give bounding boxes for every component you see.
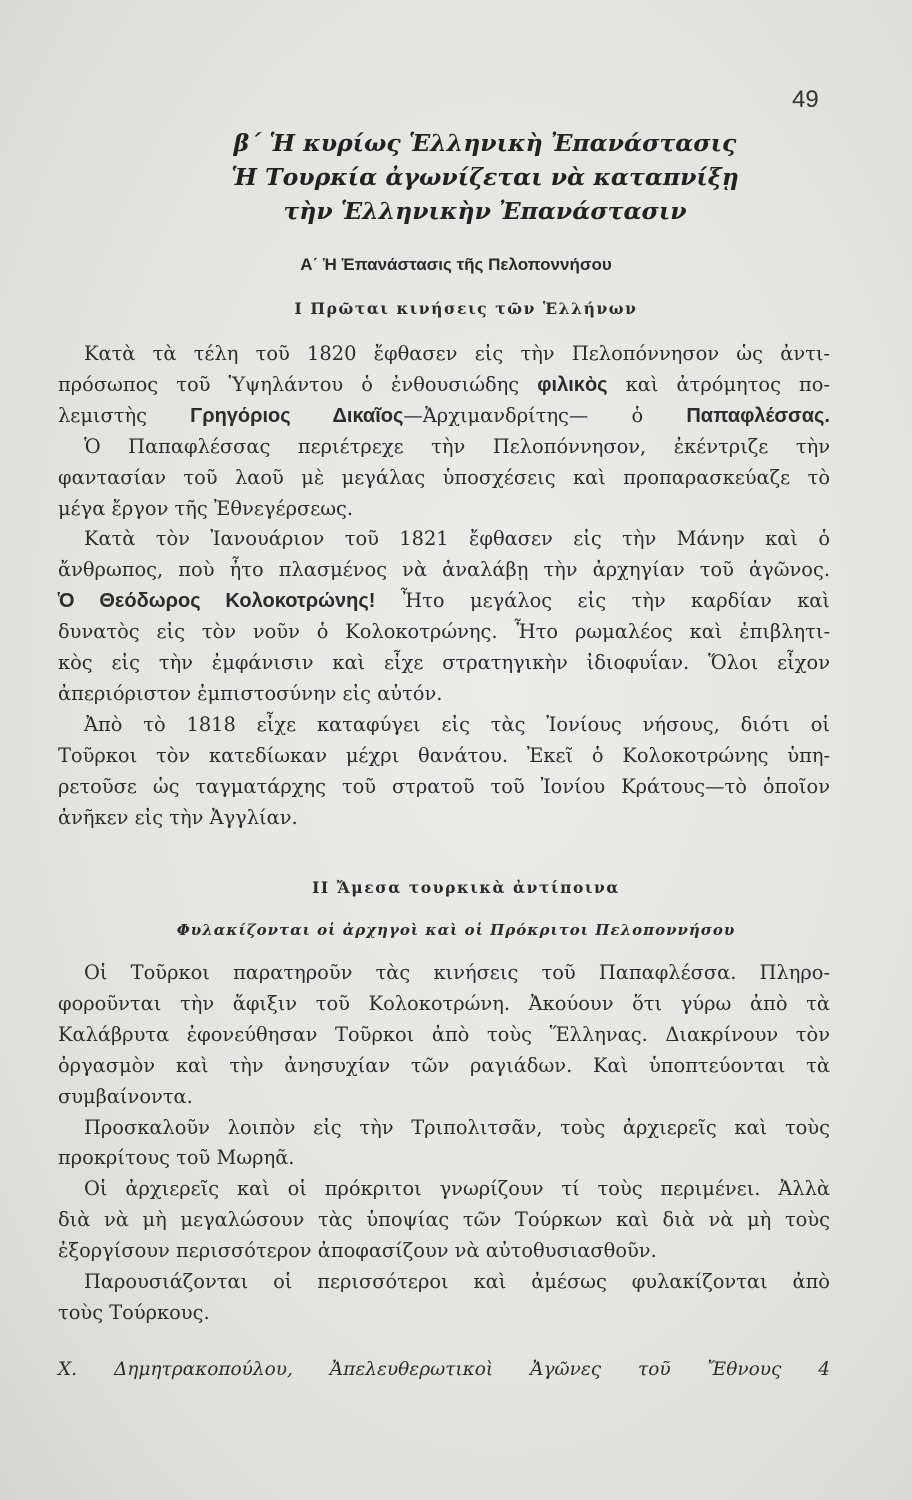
italic-subheading: Φυλακίζονται οἱ ἀρχηγοὶ καὶ οἱ Πρόκριτοι Πελοποννήσου [176, 921, 736, 939]
text-line [58, 586, 830, 617]
text-line: διὰ νὰ μὴ μεγαλώσουν τὰς ὑποψίας τῶν Τούρκων καὶ διὰ νὰ μὴ τοὺς [58, 1208, 830, 1232]
text-span: Ἦτο μεγάλος εἰς τὴν καρδίαν καὶ [400, 589, 831, 613]
page-footer: Χ. Δημητρακοπούλου, Ἀπελευθερωτικοὶ Ἀγῶνες τοῦ Ἔθνους 4 [58, 1359, 830, 1380]
bold-name: Παπαφλέσσας. [686, 404, 830, 427]
text-line: ἐξοργίσουν περισσότερον ἀποφασίζουν νὰ αὐτοθυσιασθοῦν. [58, 1239, 657, 1263]
body-text-part-1 [58, 339, 830, 834]
text-line: ρετοῦσε ὡς ταγματάρχης τοῦ στρατοῦ τοῦ Ἰονίου Κράτους—τὸ ὁποῖον [58, 774, 830, 798]
section-title: Α΄ Ἡ Ἐπανάστασις τῆς Πελοποννήσου [300, 255, 612, 274]
chapter-title-line: τὴν Ἑλληνικὴν Ἐπανάστασιν [283, 197, 687, 225]
chapter-title [60, 126, 910, 228]
chapter-title-line: Ἡ Τουρκία ἀγωνίζεται νὰ καταπνίξῃ [231, 163, 739, 191]
text-span: —Ἀρχιμανδρίτης— ὁ [403, 403, 644, 427]
page-number: 49 [792, 86, 819, 113]
bold-term: φιλικὸς [537, 373, 608, 396]
text-line: δυνατὸς εἰς τὸν νοῦν ὁ Κολοκοτρώνης. Ἦτο ρωμαλέος καὶ ἐπιβλητι- [58, 620, 830, 644]
text-line [58, 370, 830, 401]
chapter-title-line: β΄ Ἡ κυρίως Ἑλληνικὴ Ἐπανάστασις [233, 129, 737, 157]
text-line: συμβαίνοντα. [58, 1084, 193, 1108]
text-line: ἀπεριόριστον ἐμπιστοσύνην εἰς αὐτόν. [58, 681, 443, 705]
text-line: φαντασίαν τοῦ λαοῦ μὲ μεγάλας ὑποσχέσεις καὶ προπαρασκεύαζε τὸ [58, 465, 830, 489]
text-line: Προσκαλοῦν λοιπὸν εἰς τὴν Τριπολιτσᾶν, τοὺς ἀρχιερεῖς καὶ τοὺς [84, 1115, 830, 1139]
text-line: ἄνθρωπος, ποὺ ἦτο πλασμένος νὰ ἀναλάβῃ τὴν ἀρχηγίαν τοῦ ἀγῶνος. [58, 558, 830, 582]
text-line: Παρουσιάζονται οἱ περισσότεροι καὶ ἀμέσως φυλακίζονται ἀπὸ [84, 1270, 830, 1294]
bold-name: Γρηγόριος Δικαῖος [190, 404, 404, 427]
body-text-part-2 [58, 958, 830, 1329]
text-line: Τοῦρκοι τὸν κατεδίωκαν μέχρι θανάτου. Ἐκεῖ ὁ Κολοκοτρώνης ὑπη- [58, 743, 830, 767]
text-line: φοροῦνται τὴν ἄφιξιν τοῦ Κολοκοτρώνη. Ἀκούουν ὅτι γύρω ἀπὸ τὰ [58, 991, 830, 1015]
text-line: Οἱ ἀρχιερεῖς καὶ οἱ πρόκριτοι γνωρίζουν τί τοὺς περιμένει. Ἀλλὰ [84, 1177, 830, 1201]
text-line [58, 401, 830, 432]
text-line: μέγα ἔργον τῆς Ἐθνεγέρσεως. [58, 496, 354, 520]
text-line: Κατὰ τὸν Ἰανουάριον τοῦ 1821 ἔφθασεν εἰς τὴν Μάνην καὶ ὁ [84, 527, 830, 551]
text-line: προκρίτους τοῦ Μωρηᾶ. [58, 1146, 295, 1170]
subsection-heading-1: I Πρῶται κινήσεις τῶν Ἑλλήνων [294, 299, 638, 318]
text-line: Κατὰ τὰ τέλη τοῦ 1820 ἔφθασεν εἰς τὴν Πελοπόννησον ὡς ἀντι- [84, 342, 830, 365]
text-line: ὀργασμὸν καὶ τὴν ἀνησυχίαν τῶν ραγιάδων. Καὶ ὑποπτεύονται τὰ [58, 1053, 830, 1077]
text-span: λεμιστὴς [58, 403, 147, 427]
text-span: καὶ ἀτρόμητος πο- [625, 372, 830, 396]
text-line: Καλάβρυτα ἐφονεύθησαν Τοῦρκοι ἀπὸ τοὺς Ἕλληνας. Διακρίνουν τὸν [58, 1022, 830, 1046]
bold-name: Ὁ Θεόδωρος Κολοκοτρώνης! [58, 590, 376, 613]
text-span: πρόσωπος τοῦ Ὑψηλάντου ὁ ἐνθουσιώδης [58, 372, 520, 396]
text-line: Ἀπὸ τὸ 1818 εἶχε καταφύγει εἰς τὰς Ἰονίους νήσους, διότι οἱ [84, 712, 830, 736]
text-line: τοὺς Τούρκους. [58, 1300, 210, 1324]
text-line: κὸς εἰς τὴν ἐμφάνισιν καὶ εἶχε στρατηγικὴν ἰδιοφυΐαν. Ὅλοι εἶχον [58, 651, 830, 675]
text-line: Ὁ Παπαφλέσσας περιέτρεχε τὴν Πελοπόννησον, ἐκέντριζε τὴν [84, 434, 830, 458]
text-line: ἀνῆκεν εἰς τὴν Ἀγγλίαν. [58, 805, 298, 829]
text-line: Οἱ Τοῦρκοι παρατηροῦν τὰς κινήσεις τοῦ Παπαφλέσσα. Πληρο- [84, 961, 830, 984]
subsection-heading-2: II Ἄμεσα τουρκικὰ ἀντίποινα [312, 878, 620, 897]
